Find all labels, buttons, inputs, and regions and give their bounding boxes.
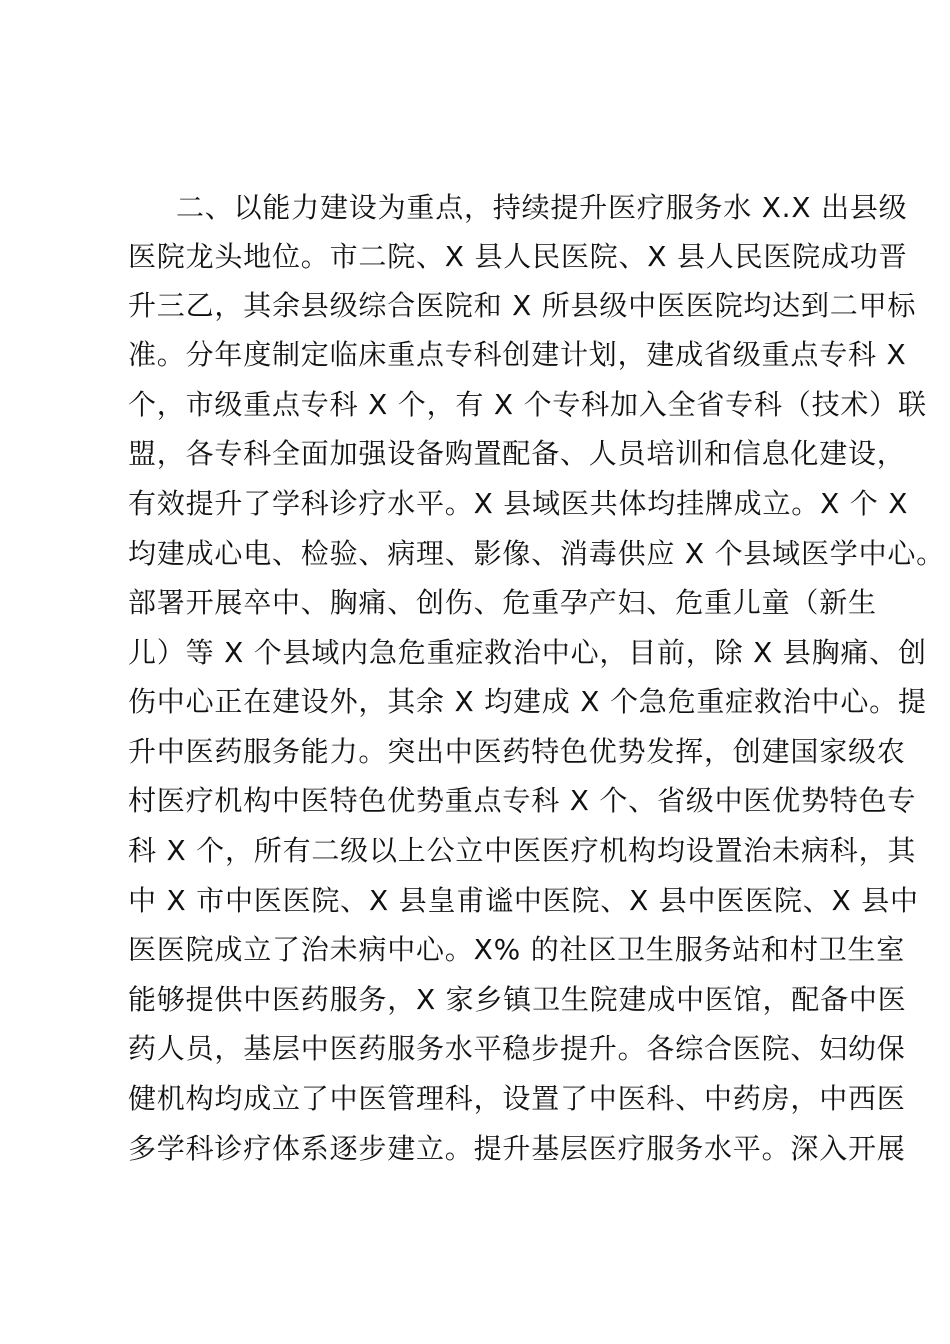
paragraph-line-5: 个，市级重点专科 X 个，有 X 个专科加入全省专科（技术）联 [128, 388, 927, 421]
paragraph-line-9: 部署开展卒中、胸痛、创伤、危重孕产妇、危重儿童（新生 [128, 586, 877, 619]
paragraph-line-1: 二、以能力建设为重点，持续提升医疗服务水 X.X 出县级 [176, 191, 908, 224]
paragraph-line-20: 多学科诊疗体系逐步建立。提升基层医疗服务水平。深入开展 [128, 1132, 906, 1165]
paragraph-line-18: 药人员，基层中医药服务水平稳步提升。各综合医院、妇幼保 [128, 1032, 906, 1065]
paragraph-line-16: 医医院成立了治未病中心。X% 的社区卫生服务站和村卫生室 [128, 933, 906, 966]
paragraph-line-19: 健机构均成立了中医管理科，设置了中医科、中药房，中西医 [128, 1082, 906, 1115]
paragraph-line-13: 村医疗机构中医特色优势重点专科 X 个、省级中医优势特色专 [128, 784, 917, 817]
paragraph-line-8: 均建成心电、检验、病理、影像、消毒供应 X 个县域医学中心。 [128, 537, 945, 570]
paragraph-line-14: 科 X 个，所有二级以上公立中医医疗机构均设置治未病科，其 [128, 834, 917, 867]
paragraph-line-12: 升中医药服务能力。突出中医药特色优势发挥，创建国家级农 [128, 735, 906, 768]
paragraph-line-7: 有效提升了学科诊疗水平。X 县域医共体均挂牌成立。X 个 X [128, 487, 909, 520]
paragraph-line-4: 准。分年度制定临床重点专科创建计划，建成省级重点专科 X [128, 338, 907, 371]
paragraph-line-15: 中 X 市中医医院、X 县皇甫谧中医院、X 县中医医院、X 县中 [128, 884, 919, 917]
paragraph-line-3: 升三乙，其余县级综合医院和 X 所县级中医医院均达到二甲标 [128, 289, 917, 322]
paragraph-line-6: 盟，各专科全面加强设备购置配备、人员培训和信息化建设， [128, 437, 906, 470]
paragraph-line-2: 医院龙头地位。市二院、X 县人民医院、X 县人民医院成功晋 [128, 240, 908, 273]
paragraph-line-10: 儿）等 X 个县域内急危重症救治中心，目前，除 X 县胸痛、创 [128, 636, 927, 669]
paragraph-line-17: 能够提供中医药服务，X 家乡镇卫生院建成中医馆，配备中医 [128, 983, 907, 1016]
paragraph-line-11: 伤中心正在建设外，其余 X 均建成 X 个急危重症救治中心。提 [128, 685, 927, 718]
